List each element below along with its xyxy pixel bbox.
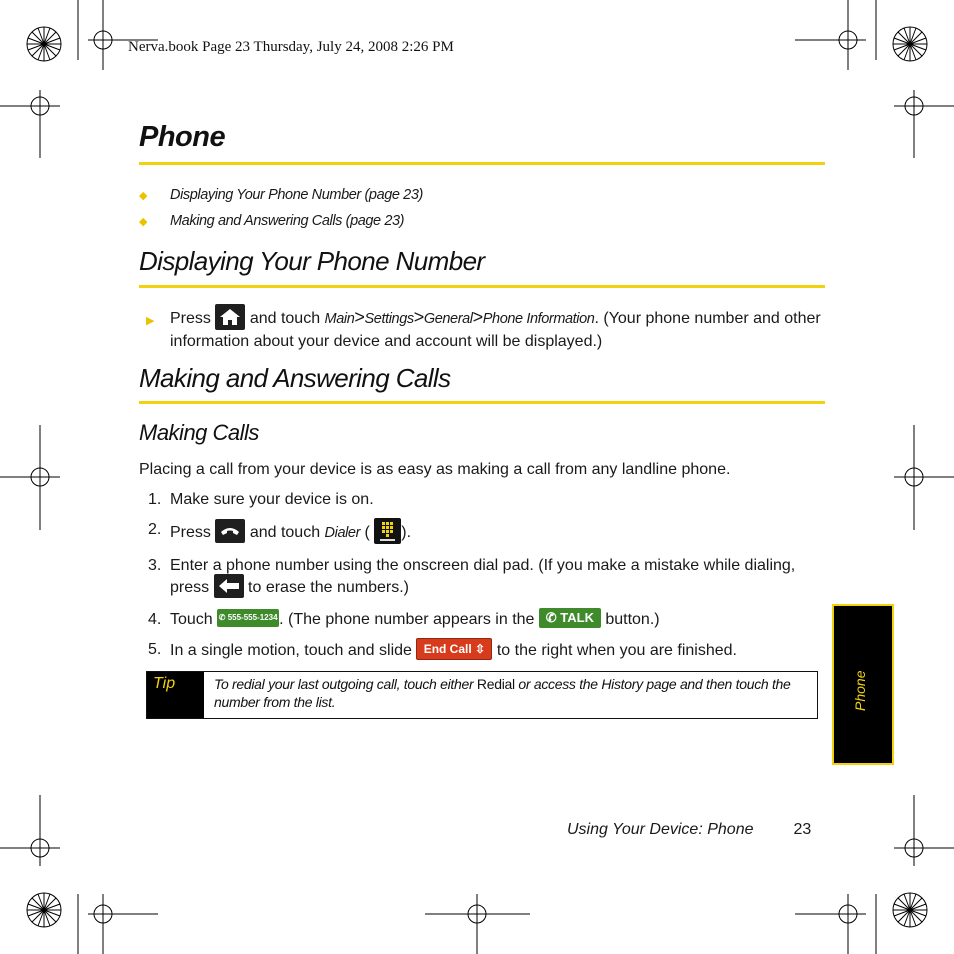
- tip-label: Tip: [147, 672, 204, 718]
- step-item: [148, 520, 828, 546]
- section-rule: [139, 285, 825, 288]
- steps-list: [148, 490, 828, 672]
- path-separator: >: [354, 307, 365, 328]
- display-number-instruction: [146, 306, 826, 352]
- talk-button-label: TALK: [560, 610, 594, 625]
- end-call-button: End Call ⇳: [416, 638, 492, 660]
- page-number: 23: [793, 821, 812, 838]
- step-text: Touch: [170, 611, 213, 629]
- starburst-mark-bottom-right: [893, 893, 927, 927]
- menu-path: [324, 307, 595, 328]
- step-text: button.): [605, 611, 660, 629]
- triangle-arrow-icon: ▶: [146, 315, 155, 327]
- step-item: [148, 640, 828, 662]
- section-rule: [139, 401, 825, 404]
- dialer-keypad-icon: [374, 518, 401, 544]
- step-text: . (The phone number appears in the: [279, 611, 535, 629]
- step-text: Press: [170, 524, 211, 542]
- path-separator: >: [472, 307, 483, 328]
- step-item: [148, 556, 828, 600]
- menu-phone-information: Phone Information: [482, 311, 595, 328]
- phone-number-button: ✆ 555-555-1234: [217, 609, 279, 627]
- step-number: 4.: [148, 611, 162, 628]
- print-header: Nerva.book Page 23 Thursday, July 24, 2008 2:26 PM: [128, 39, 454, 55]
- paren-open: (: [364, 524, 370, 542]
- starburst-mark-top-left: [27, 27, 61, 61]
- side-tab-label: Phone: [852, 670, 868, 711]
- toc-item[interactable]: [139, 182, 423, 208]
- text-press: Press: [170, 310, 211, 328]
- step-text: Enter a phone number using the onscreen dial pad. (If you make a mistake while dialing, press: [170, 557, 796, 597]
- toc-item[interactable]: [139, 208, 423, 234]
- phone-handset-icon: [215, 519, 245, 543]
- path-separator: >: [413, 307, 424, 328]
- section-heading-making-answering: Making and Answering Calls: [139, 363, 451, 393]
- step-text: In a single motion, touch and slide: [170, 642, 412, 660]
- tip-text-a: To redial your last outgoing call, touch either: [214, 676, 474, 692]
- step-item: [148, 610, 828, 630]
- menu-general: General: [423, 311, 473, 328]
- section-heading-display-number: Displaying Your Phone Number: [139, 246, 485, 276]
- tip-redial: Redial: [476, 676, 515, 692]
- step-number: 2.: [148, 521, 162, 538]
- menu-main: Main: [324, 311, 355, 328]
- dialer-label: Dialer: [324, 525, 361, 542]
- backspace-arrow-icon: [214, 574, 244, 598]
- phone-number-label: 555-555-1234: [227, 613, 278, 622]
- step-text: Make sure your device is on.: [170, 491, 374, 508]
- subheading-making-calls: Making Calls: [139, 420, 259, 445]
- talk-button: ✆ TALK: [539, 608, 601, 628]
- toc-list: [139, 182, 423, 234]
- footer-section: Using Your Device: Phone: [567, 821, 754, 838]
- diamond-bullet-icon: ◆: [139, 189, 148, 202]
- title-rule: [139, 162, 825, 165]
- step-number: 3.: [148, 557, 162, 574]
- step-number: 1.: [148, 491, 162, 508]
- menu-settings: Settings: [364, 311, 414, 328]
- starburst-mark-bottom-left: [27, 893, 61, 927]
- step-text: to erase the numbers.): [248, 579, 409, 597]
- tip-box: [146, 671, 818, 719]
- page-title: Phone: [139, 121, 226, 153]
- intro-paragraph: Placing a call from your device is as easy as making a call from any landline phone.: [139, 461, 731, 478]
- step-item: [148, 490, 828, 510]
- text-and-touch: and touch: [249, 310, 321, 328]
- end-call-label: End Call: [423, 642, 472, 657]
- toc-item-label: Making and Answering Calls (page 23): [170, 213, 405, 229]
- toc-item-label: Displaying Your Phone Number (page 23): [170, 187, 423, 203]
- text-rest: (Your phone number and other information about your device and account will be displayed.): [170, 310, 821, 350]
- tip-text-b: or access the History page and then touch the number from the list.: [214, 676, 791, 710]
- side-tab: [832, 604, 894, 765]
- tip-text: [214, 675, 809, 711]
- home-icon: [215, 304, 245, 330]
- step-text: and touch: [249, 524, 321, 542]
- step-text: to the right when you are finished.: [496, 642, 737, 660]
- step-number: 5.: [148, 641, 162, 659]
- paren-close: ).: [401, 524, 412, 542]
- diamond-bullet-icon: ◆: [139, 215, 148, 228]
- starburst-mark-top-right: [893, 27, 927, 61]
- page-footer: [567, 821, 811, 839]
- text-period: .: [594, 310, 599, 328]
